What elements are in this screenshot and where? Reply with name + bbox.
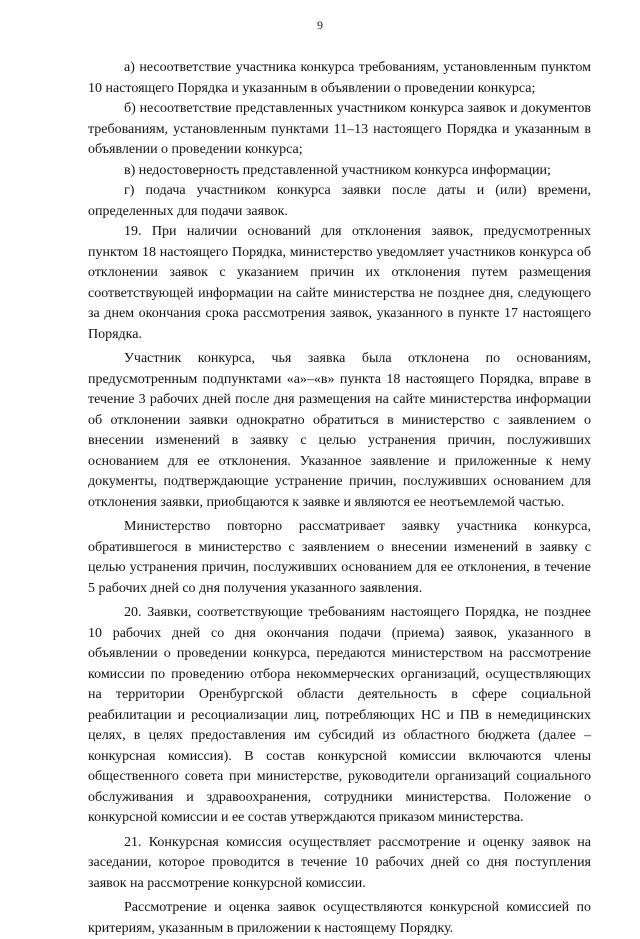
paragraph-18b: б) несоответствие представленных участником конкурса заявок и документов требованиям, установленным пунктами 11–13 настоящего Порядка и указанным в объявлении о проведении конкурса; xyxy=(88,101,591,157)
paragraph-19-review: Министерство повторно рассматривает заявку участника конкурса, обратившегося в министерство с заявлением о внесении изменений в заявку с целью устранения причин, послуживших основанием для ее отклонения, в течение 5 рабочих дней со дня получения указанного заявления. xyxy=(88,519,591,596)
paragraph-20: 20. Заявки, соответствующие требованиям настоящего Порядка, не позднее 10 рабочих дней со дня окончания подачи (приема) заявок, указанного в объявлении о проведении конкурса, передаются министерством на рассмотрение комиссии по проведению отбора некоммерческих организаций, осуществляющих на территории Оренбургской области деятельность в сфере социальной реабилитации и ресоциализации лиц, потребляющих НС и ПВ в немедицинских целях, в целях предоставления им субсидий из областного бюджета (далее – конкурсная комиссия). В состав конкурсной комиссии включаются члены общественного совета при министерстве, руководители организаций социального обслуживания и здравоохранения, сотрудники министерства. Положение о конкурсной комиссии и ее состав утверждаются приказом министерства. xyxy=(88,605,591,825)
paragraph-18g: г) подача участником конкурса заявки после даты и (или) времени, определенных для подачи заявок. xyxy=(88,183,591,219)
paragraph-21-criteria: Рассмотрение и оценка заявок осуществляются конкурсной комиссией по критериям, указанным в приложении к настоящему Порядку. xyxy=(88,900,591,936)
paragraph-18v: в) недостоверность представленной участником конкурса информации; xyxy=(124,162,551,178)
paragraph-18a: а) несоответствие участника конкурса требованиям, установленным пунктом 10 настоящего Порядка и указанным в объявлении о проведении конкурса; xyxy=(88,60,591,96)
paragraph-19: 19. При наличии оснований для отклонения заявок, предусмотренных пунктом 18 настоящего Порядка, министерство уведомляет участников конкурса об отклонении заявок с указанием причин их отклонения путем размещения соответствующей информации на сайте министерства не позднее дня, следующего за днем окончания срока рассмотрения заявок, указанного в пункте 17 настоящего Порядка. xyxy=(88,224,591,342)
page-number: 9 xyxy=(317,18,323,32)
paragraph-19-appeal: Участник конкурса, чья заявка была отклонена по основаниям, предусмотренным подпунктами «а»–«в» пункта 18 настоящего Порядка, вправе в течение 3 рабочих дней после дня размещения на сайте министерства информации об отклонении заявки однократно обратиться в министерство с заявлением о внесении изменений в заявку с целью устранения причин, послуживших основанием для ее отклонения. Указанное заявление и приложенные к нему документы, подтверждающие устранение причин, послуживших основанием для отклонения заявки, приобщаются к заявке и являются ее неотъемлемой частью. xyxy=(88,351,591,510)
document-body xyxy=(88,58,591,939)
paragraph-21: 21. Конкурсная комиссия осуществляет рассмотрение и оценку заявок на заседании, которое проводится в течение 10 рабочих дней со дня поступления заявок на рассмотрение конкурсной комиссии. xyxy=(88,834,591,891)
